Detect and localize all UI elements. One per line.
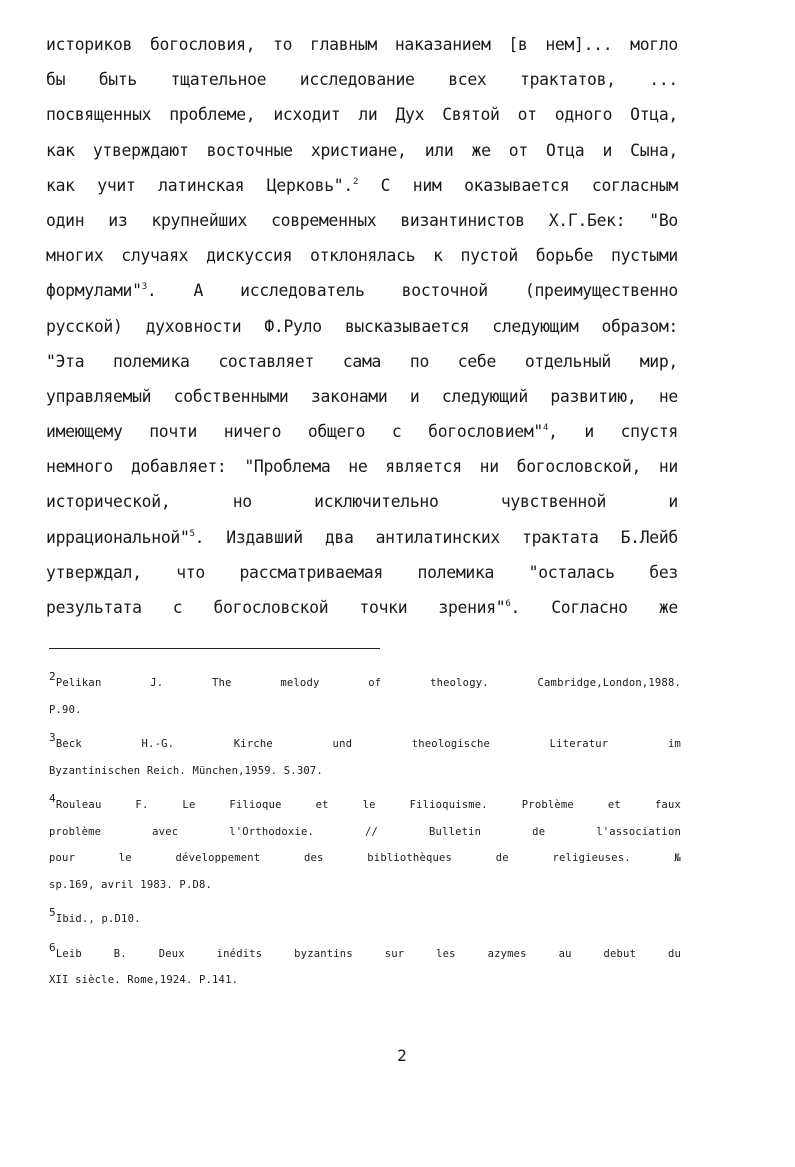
footnote [49,670,681,723]
footnote [49,906,681,933]
footnote-line: P.90. [49,703,82,716]
footnote [49,941,681,994]
footnote-line: XII siècle. Rome,1924. P.141. [49,974,239,986]
text-line: формулами"$^3$. А исследователь восточной (преимущественно [46,281,678,301]
text-line: бы быть тщательное исследование всех трактатов, ... [46,70,678,90]
text-line: многих случаях дискуссия отклонялась к пустой борьбе пустыми [46,246,678,266]
text-line: посвященных проблеме, исходит ли Дух Святой от одного Отца, [46,105,678,125]
footnotes [49,670,681,994]
text-line: немного добавляет: "Проблема не является ни богословской, ни [46,457,678,477]
footnote-line: 2Pelikan J. The melody of theology. Cambridge,London,1988. [49,670,681,689]
footnote-line: problème avec l'Orthodoxie. // Bulletin de l'association [49,825,681,838]
text-line: управляемый собственными законами и следующий развитию, не [46,386,678,406]
text-line: историков богословия, то главным наказанием [в нем]... могло [46,35,678,54]
footnote-reference: 3 [141,282,147,293]
text-line: один из крупнейших современных византинистов Х.Г.Бек: "Во [46,210,678,230]
footnote-line: 3Beck H.-G. Kirche und theologische Literatur im [49,731,681,750]
footnote-reference: 6 [505,599,511,609]
footnote-line: 4Rouleau F. Le Filioque et le Filioquisme. Problème et faux [49,792,681,811]
footnote-reference: 4 [542,423,549,434]
footnote-number: 3 [49,731,56,744]
text-line: "Эта полемика составляет сама по себе отдельный мир, [46,351,678,371]
text-line: как утверждают восточные христиане, или же от Отца и Сына, [46,140,678,160]
footnote-line: pour le développement des bibliothèques de religieuses. № [49,852,681,864]
footnote-reference: 5 [189,528,195,539]
footnote-line: Byzantinischen Reich. München,1959. S.307. [49,764,323,777]
footnote [49,792,681,898]
body-text [46,27,678,625]
footnote-number: 5 [49,906,56,919]
footnote-line: 5Ibid., p.D10. [49,906,141,925]
text-line: утверждал, что рассматриваемая полемика "осталась без [46,562,678,582]
footnote-number: 2 [49,670,56,683]
text-line: имеющему почти ничего общего с богословием"$^4$, и спустя [46,422,678,442]
page-number: 2 [397,1046,407,1065]
footnote-number: 6 [49,940,56,954]
footnote-separator [49,648,380,649]
footnote [49,731,681,784]
footnote-reference: 2 [352,176,359,187]
text-line: иррациональной"$^5$. Издавший два антилатинских трактата Б.Лейб [46,527,678,547]
text-line: исторической, но исключительно чувственной и [46,492,678,512]
footnote-line: sp.169, avril 1983. P.D8. [49,878,213,891]
footnote-number: 4 [49,792,56,805]
text-line: русской) духовности Ф.Руло высказывается следующим образом: [46,316,678,336]
footnote-line: 6Leib B. Deux inédits byzantins sur les azymes au debut du [49,940,681,960]
text-line: как учит латинская Церковь".$^2$ С ним оказывается согласным [46,175,679,195]
text-line: результата с богословской точки зрения"$^6$. Согласно же [46,598,678,617]
